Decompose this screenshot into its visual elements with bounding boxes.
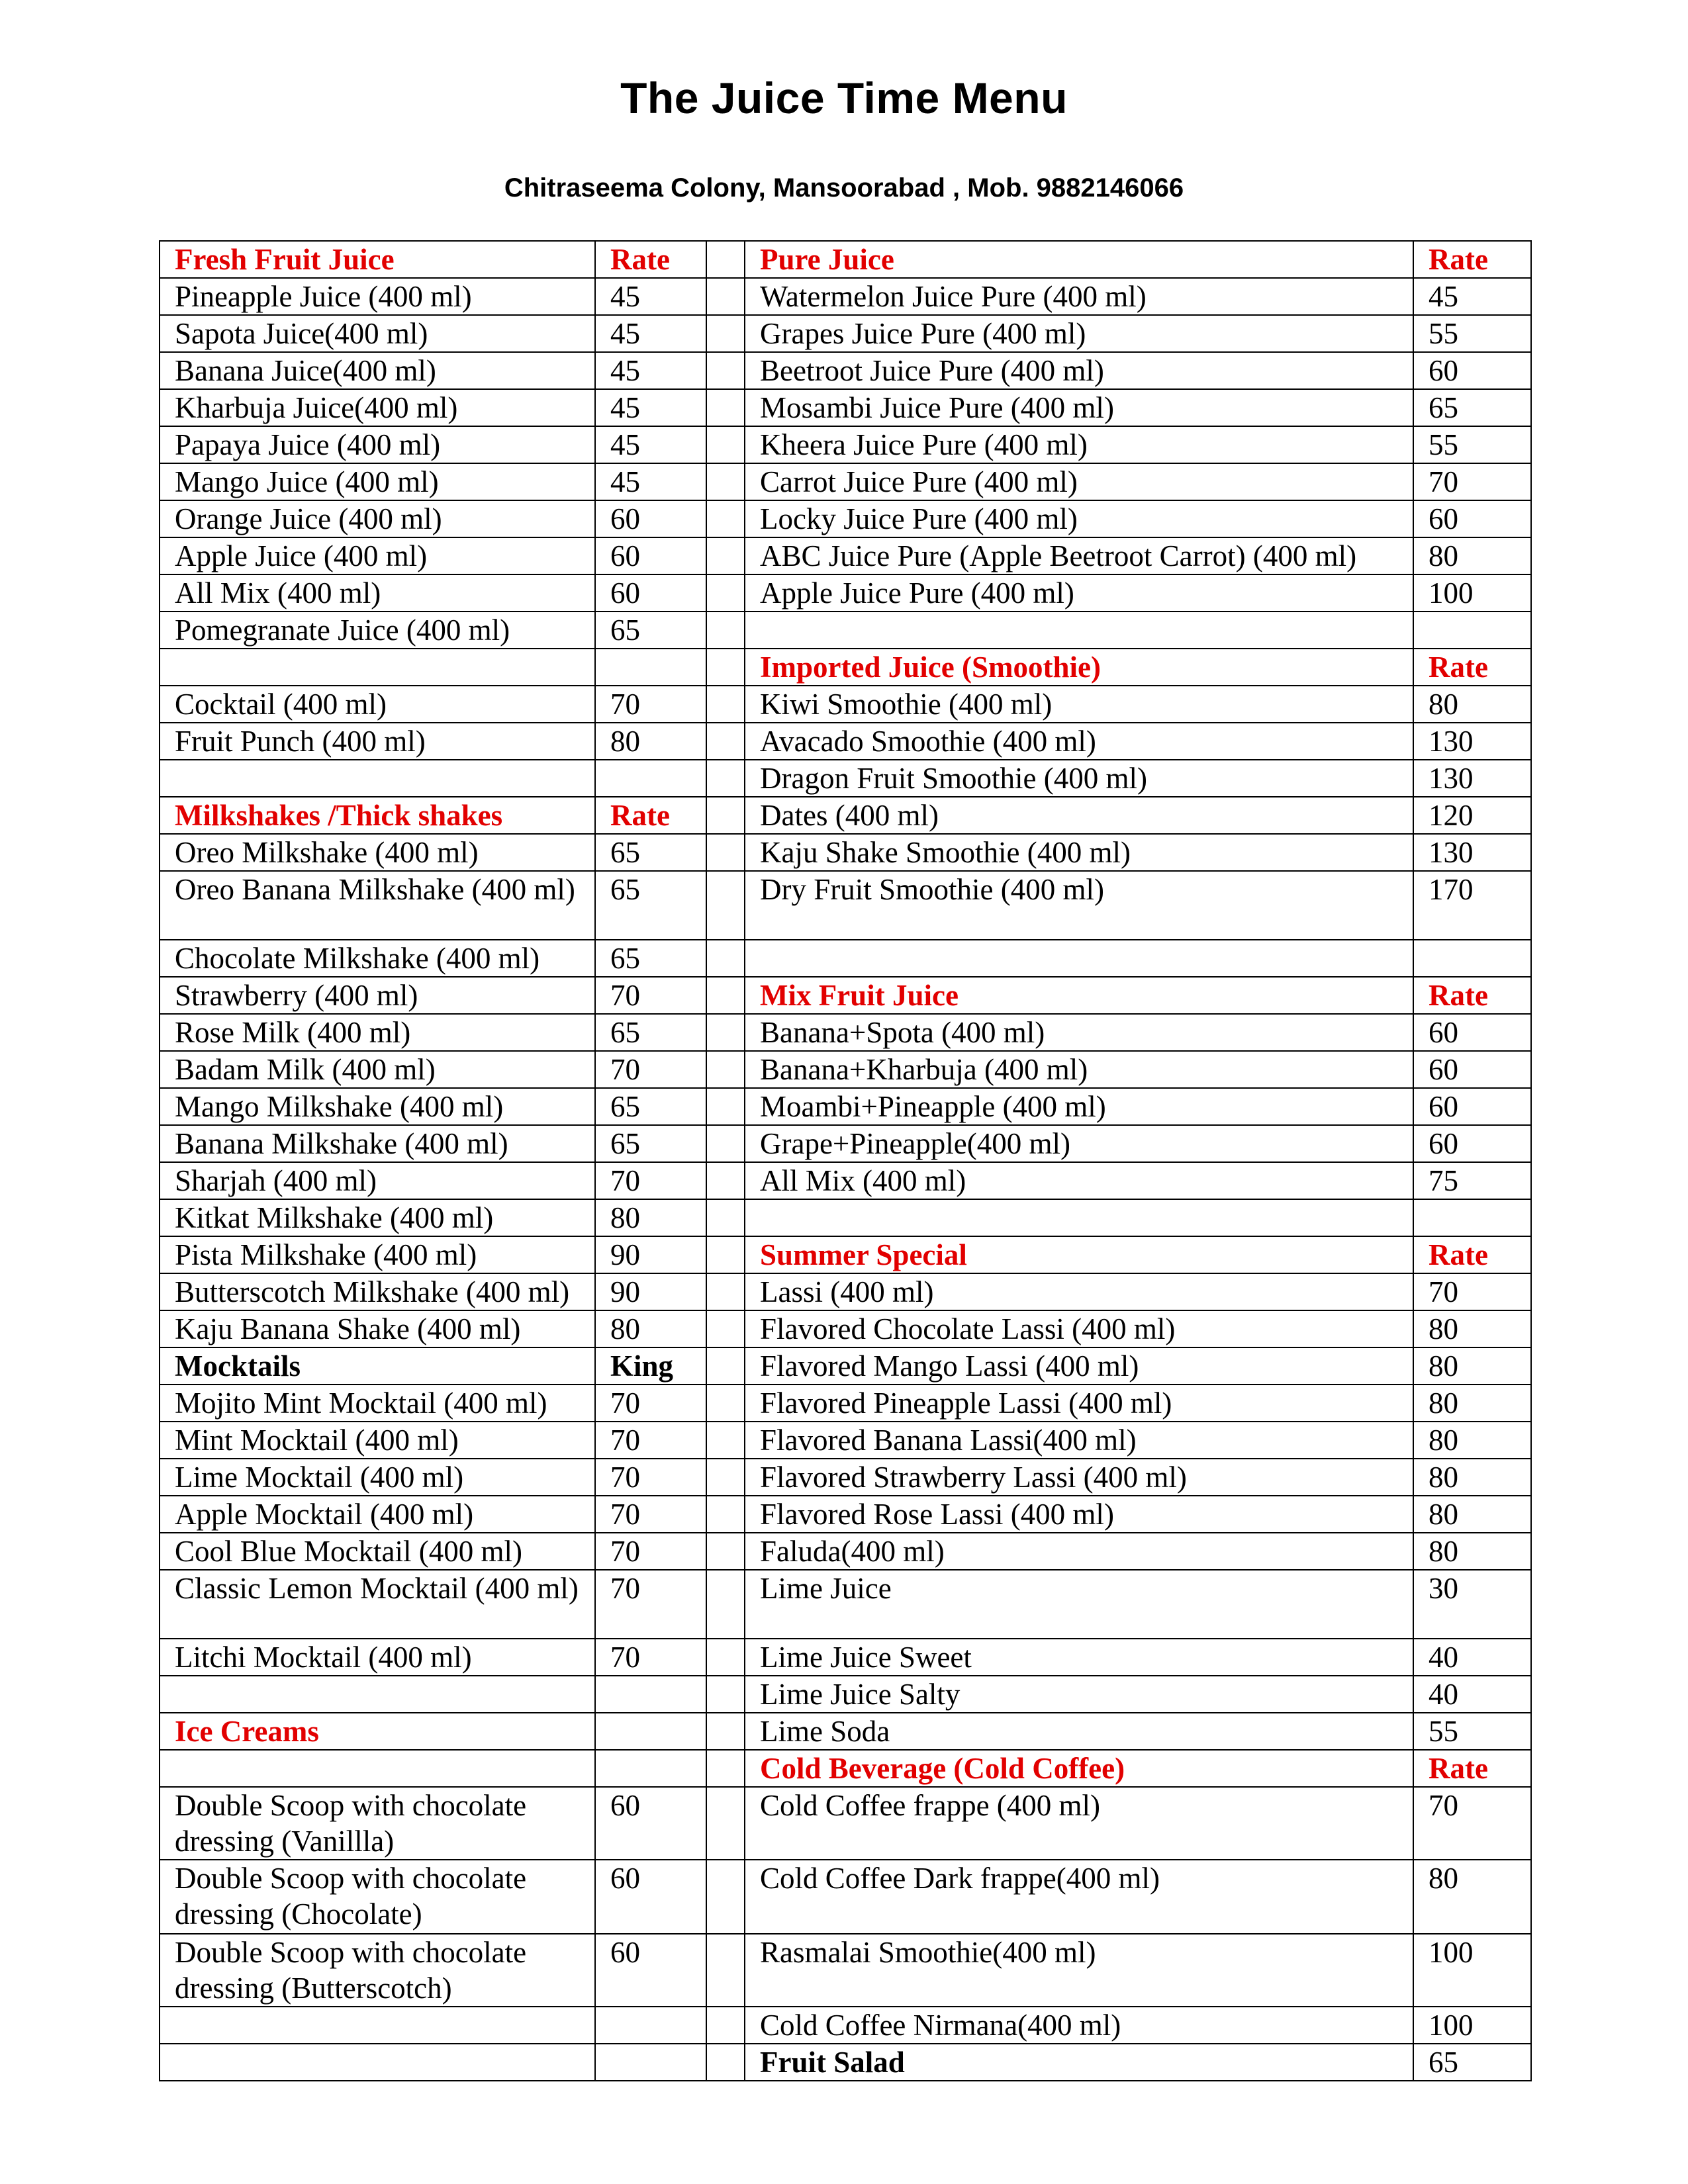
menu-row [160,1459,1531,1496]
left-item: Apple Juice (400 ml) [160,537,595,574]
left-item: Fruit Punch (400 ml) [160,723,595,760]
right-rate: 80 [1413,1860,1531,1934]
left-rate: 70 [595,977,706,1014]
left-rate: 45 [595,315,706,352]
column-gap [706,1533,745,1570]
column-gap [706,2007,745,2044]
menu-row [160,389,1531,426]
right-item: Lime Juice [745,1570,1413,1639]
empty-cell [160,2044,595,2081]
right-rate: 60 [1413,352,1531,389]
column-gap [706,574,745,612]
left-item: Pista Milkshake (400 ml) [160,1236,595,1273]
menu-row [160,2044,1531,2081]
column-gap [706,1570,745,1639]
right-rate: 40 [1413,1639,1531,1676]
right-rate: 100 [1413,574,1531,612]
column-gap [706,1310,745,1347]
right-item: Banana+Kharbuja (400 ml) [745,1051,1413,1088]
rate-header: Rate [1413,1750,1531,1787]
right-item: Moambi+Pineapple (400 ml) [745,1088,1413,1125]
left-item: Orange Juice (400 ml) [160,500,595,537]
right-rate: 120 [1413,797,1531,834]
left-item: Strawberry (400 ml) [160,977,595,1014]
column-gap [706,723,745,760]
rate-header: Rate [595,797,706,834]
menu-row [160,1860,1531,1934]
left-item: Badam Milk (400 ml) [160,1051,595,1088]
left-item: Mango Milkshake (400 ml) [160,1088,595,1125]
menu-row [160,1347,1531,1385]
page-subtitle: Chitraseema Colony, Mansoorabad , Mob. 9882146066 [504,173,1184,203]
menu-row [160,1199,1531,1236]
menu-row [160,649,1531,686]
menu-row [160,871,1531,940]
left-rate: 65 [595,834,706,871]
left-item: Banana Juice(400 ml) [160,352,595,389]
left-rate: 60 [595,1860,706,1934]
column-gap [706,352,745,389]
right-item: Cold Coffee Nirmana(400 ml) [745,2007,1413,2044]
right-rate: 80 [1413,1385,1531,1422]
left-item: Pineapple Juice (400 ml) [160,278,595,315]
empty-cell [595,1750,706,1787]
left-item: Chocolate Milkshake (400 ml) [160,940,595,977]
section-header: Ice Creams [160,1713,595,1750]
left-rate: 65 [595,1014,706,1051]
column-gap [706,500,745,537]
right-item: Lime Juice Salty [745,1676,1413,1713]
left-rate: 80 [595,1310,706,1347]
right-item: Carrot Juice Pure (400 ml) [745,463,1413,500]
empty-cell [160,1750,595,1787]
left-item: Mango Juice (400 ml) [160,463,595,500]
menu-row [160,537,1531,574]
menu-row [160,1639,1531,1676]
menu-row [160,315,1531,352]
left-rate: 60 [595,1934,706,2007]
right-item: Apple Juice Pure (400 ml) [745,574,1413,612]
column-gap [706,315,745,352]
menu-row [160,1310,1531,1347]
left-item: Mocktails [160,1347,595,1385]
right-rate: 80 [1413,686,1531,723]
menu-row [160,574,1531,612]
empty-cell [1413,612,1531,649]
empty-cell [745,612,1413,649]
empty-cell [745,1199,1413,1236]
left-rate: 70 [595,1639,706,1676]
right-item: ABC Juice Pure (Apple Beetroot Carrot) (400 ml) [745,537,1413,574]
right-item: Dragon Fruit Smoothie (400 ml) [745,760,1413,797]
menu-row [160,241,1531,278]
left-item: Kharbuja Juice(400 ml) [160,389,595,426]
column-gap [706,1860,745,1934]
menu-row [160,2007,1531,2044]
left-rate: 65 [595,1088,706,1125]
right-rate: 60 [1413,1125,1531,1162]
left-rate: 45 [595,278,706,315]
right-rate: 75 [1413,1162,1531,1199]
right-rate: 70 [1413,1787,1531,1860]
left-item: Mojito Mint Mocktail (400 ml) [160,1385,595,1422]
left-rate: 90 [595,1273,706,1310]
menu-row [160,1273,1531,1310]
right-rate: 60 [1413,1051,1531,1088]
column-gap [706,1236,745,1273]
left-item: Pomegranate Juice (400 ml) [160,612,595,649]
column-gap [706,241,745,278]
left-item: Banana Milkshake (400 ml) [160,1125,595,1162]
right-rate: 130 [1413,723,1531,760]
left-rate: 70 [595,1385,706,1422]
right-rate: 60 [1413,1088,1531,1125]
rate-header: Rate [1413,649,1531,686]
left-rate: 45 [595,463,706,500]
menu-row [160,278,1531,315]
section-header: Imported Juice (Smoothie) [745,649,1413,686]
left-rate: 70 [595,1459,706,1496]
left-rate: 45 [595,352,706,389]
empty-cell [160,760,595,797]
left-item: Kitkat Milkshake (400 ml) [160,1199,595,1236]
right-rate: 30 [1413,1570,1531,1639]
menu-row [160,797,1531,834]
right-item: Dates (400 ml) [745,797,1413,834]
right-item: Rasmalai Smoothie(400 ml) [745,1934,1413,2007]
rate-header: Rate [1413,1236,1531,1273]
column-gap [706,1676,745,1713]
right-rate: 70 [1413,463,1531,500]
left-item: Oreo Banana Milkshake (400 ml) [160,871,595,940]
right-rate: 100 [1413,1934,1531,2007]
left-rate: 65 [595,612,706,649]
section-header: Summer Special [745,1236,1413,1273]
column-gap [706,1750,745,1787]
right-item: Kiwi Smoothie (400 ml) [745,686,1413,723]
menu-row [160,1570,1531,1639]
menu-row [160,686,1531,723]
right-item: Flavored Pineapple Lassi (400 ml) [745,1385,1413,1422]
column-gap [706,834,745,871]
menu-row [160,1750,1531,1787]
left-rate: 65 [595,940,706,977]
left-rate: 45 [595,389,706,426]
left-item: Apple Mocktail (400 ml) [160,1496,595,1533]
left-item: Sapota Juice(400 ml) [160,315,595,352]
menu-row [160,1162,1531,1199]
menu-row [160,500,1531,537]
column-gap [706,940,745,977]
menu-table [159,240,1532,2081]
right-item: Grape+Pineapple(400 ml) [745,1125,1413,1162]
column-gap [706,389,745,426]
left-item: Double Scoop with chocolate dressing (Vanillla) [160,1787,595,1860]
menu-row [160,1236,1531,1273]
right-item: Kheera Juice Pure (400 ml) [745,426,1413,463]
right-item: Flavored Chocolate Lassi (400 ml) [745,1310,1413,1347]
right-rate: 40 [1413,1676,1531,1713]
column-gap [706,1639,745,1676]
menu-row [160,1125,1531,1162]
left-item: Rose Milk (400 ml) [160,1014,595,1051]
left-rate: 45 [595,426,706,463]
empty-cell [1413,940,1531,977]
empty-cell [595,760,706,797]
right-item: Locky Juice Pure (400 ml) [745,500,1413,537]
column-gap [706,278,745,315]
left-item: Sharjah (400 ml) [160,1162,595,1199]
menu-row [160,1014,1531,1051]
section-header: Mix Fruit Juice [745,977,1413,1014]
empty-cell [1413,1199,1531,1236]
column-gap [706,686,745,723]
rate-header: Rate [1413,241,1531,278]
menu-row [160,1051,1531,1088]
rate-header: Rate [595,241,706,278]
right-item: Cold Coffee Dark frappe(400 ml) [745,1860,1413,1934]
column-gap [706,1088,745,1125]
right-rate: 80 [1413,1347,1531,1385]
right-item: Lassi (400 ml) [745,1273,1413,1310]
menu-row [160,723,1531,760]
menu-row [160,1533,1531,1570]
menu-row [160,1088,1531,1125]
column-gap [706,649,745,686]
empty-cell [595,649,706,686]
right-item: Kaju Shake Smoothie (400 ml) [745,834,1413,871]
left-item: Double Scoop with chocolate dressing (Butterscotch) [160,1934,595,2007]
left-rate: 65 [595,871,706,940]
left-rate: 70 [595,1496,706,1533]
left-rate: 70 [595,1162,706,1199]
left-item: Lime Mocktail (400 ml) [160,1459,595,1496]
empty-cell [160,649,595,686]
column-gap [706,1934,745,2007]
column-gap [706,1014,745,1051]
menu-row [160,834,1531,871]
empty-cell [595,1713,706,1750]
right-item: Flavored Banana Lassi(400 ml) [745,1422,1413,1459]
column-gap [706,871,745,940]
right-rate: 55 [1413,315,1531,352]
column-gap [706,977,745,1014]
menu-row [160,1934,1531,2007]
left-item: Butterscotch Milkshake (400 ml) [160,1273,595,1310]
column-gap [706,797,745,834]
right-item: Cold Coffee frappe (400 ml) [745,1787,1413,1860]
menu-row [160,940,1531,977]
right-item: Lime Juice Sweet [745,1639,1413,1676]
left-item: Cool Blue Mocktail (400 ml) [160,1533,595,1570]
section-header: Pure Juice [745,241,1413,278]
column-gap [706,426,745,463]
right-rate: 80 [1413,537,1531,574]
left-rate: 70 [595,1051,706,1088]
right-rate: 80 [1413,1496,1531,1533]
empty-cell [595,2007,706,2044]
right-item: Lime Soda [745,1713,1413,1750]
menu-row [160,426,1531,463]
right-item: Banana+Spota (400 ml) [745,1014,1413,1051]
menu-row [160,1422,1531,1459]
left-rate: 60 [595,1787,706,1860]
menu-row [160,463,1531,500]
right-item: Fruit Salad [745,2044,1413,2081]
menu-row [160,1787,1531,1860]
right-rate: 80 [1413,1422,1531,1459]
right-rate: 65 [1413,389,1531,426]
empty-cell [160,2007,595,2044]
column-gap [706,463,745,500]
menu-row [160,1713,1531,1750]
left-item: Oreo Milkshake (400 ml) [160,834,595,871]
column-gap [706,612,745,649]
menu-row [160,612,1531,649]
left-rate: 60 [595,574,706,612]
right-item: Flavored Mango Lassi (400 ml) [745,1347,1413,1385]
column-gap [706,1496,745,1533]
right-rate: 60 [1413,1014,1531,1051]
menu-row [160,352,1531,389]
right-rate: 65 [1413,2044,1531,2081]
right-rate: 70 [1413,1273,1531,1310]
left-rate: 80 [595,723,706,760]
right-rate: 100 [1413,2007,1531,2044]
column-gap [706,1199,745,1236]
column-gap [706,537,745,574]
left-rate: King [595,1347,706,1385]
column-gap [706,1162,745,1199]
column-gap [706,1459,745,1496]
empty-cell [595,1676,706,1713]
right-rate: 80 [1413,1533,1531,1570]
right-rate: 170 [1413,871,1531,940]
right-rate: 80 [1413,1459,1531,1496]
section-header: Cold Beverage (Cold Coffee) [745,1750,1413,1787]
column-gap [706,1273,745,1310]
left-item: Kaju Banana Shake (400 ml) [160,1310,595,1347]
left-rate: 70 [595,686,706,723]
right-rate: 55 [1413,1713,1531,1750]
left-item: Litchi Mocktail (400 ml) [160,1639,595,1676]
right-item: Mosambi Juice Pure (400 ml) [745,389,1413,426]
right-rate: 45 [1413,278,1531,315]
right-item: Grapes Juice Pure (400 ml) [745,315,1413,352]
right-rate: 55 [1413,426,1531,463]
column-gap [706,1713,745,1750]
menu-row [160,1385,1531,1422]
empty-cell [160,1676,595,1713]
section-header: Milkshakes /Thick shakes [160,797,595,834]
right-item: Beetroot Juice Pure (400 ml) [745,352,1413,389]
right-item: Flavored Rose Lassi (400 ml) [745,1496,1413,1533]
left-item: Papaya Juice (400 ml) [160,426,595,463]
left-item: All Mix (400 ml) [160,574,595,612]
right-rate: 60 [1413,500,1531,537]
menu-row [160,977,1531,1014]
column-gap [706,1422,745,1459]
right-item: All Mix (400 ml) [745,1162,1413,1199]
right-rate: 130 [1413,760,1531,797]
column-gap [706,760,745,797]
menu-row [160,1676,1531,1713]
left-item: Mint Mocktail (400 ml) [160,1422,595,1459]
left-item: Double Scoop with chocolate dressing (Chocolate) [160,1860,595,1934]
left-rate: 65 [595,1125,706,1162]
section-header: Fresh Fruit Juice [160,241,595,278]
right-rate: 130 [1413,834,1531,871]
right-rate: 80 [1413,1310,1531,1347]
menu-row [160,1496,1531,1533]
column-gap [706,1125,745,1162]
right-item: Dry Fruit Smoothie (400 ml) [745,871,1413,940]
empty-cell [595,2044,706,2081]
left-rate: 60 [595,500,706,537]
column-gap [706,1385,745,1422]
left-rate: 90 [595,1236,706,1273]
menu-row [160,760,1531,797]
left-rate: 70 [595,1533,706,1570]
left-rate: 60 [595,537,706,574]
column-gap [706,1787,745,1860]
rate-header: Rate [1413,977,1531,1014]
left-rate: 70 [595,1570,706,1639]
left-rate: 80 [595,1199,706,1236]
left-rate: 70 [595,1422,706,1459]
left-item: Cocktail (400 ml) [160,686,595,723]
right-item: Avacado Smoothie (400 ml) [745,723,1413,760]
empty-cell [745,940,1413,977]
right-item: Watermelon Juice Pure (400 ml) [745,278,1413,315]
column-gap [706,1347,745,1385]
page-title: The Juice Time Menu [620,73,1068,122]
column-gap [706,1051,745,1088]
left-item: Classic Lemon Mocktail (400 ml) [160,1570,595,1639]
right-item: Flavored Strawberry Lassi (400 ml) [745,1459,1413,1496]
column-gap [706,2044,745,2081]
menu-table-body [160,241,1531,2081]
right-item: Faluda(400 ml) [745,1533,1413,1570]
